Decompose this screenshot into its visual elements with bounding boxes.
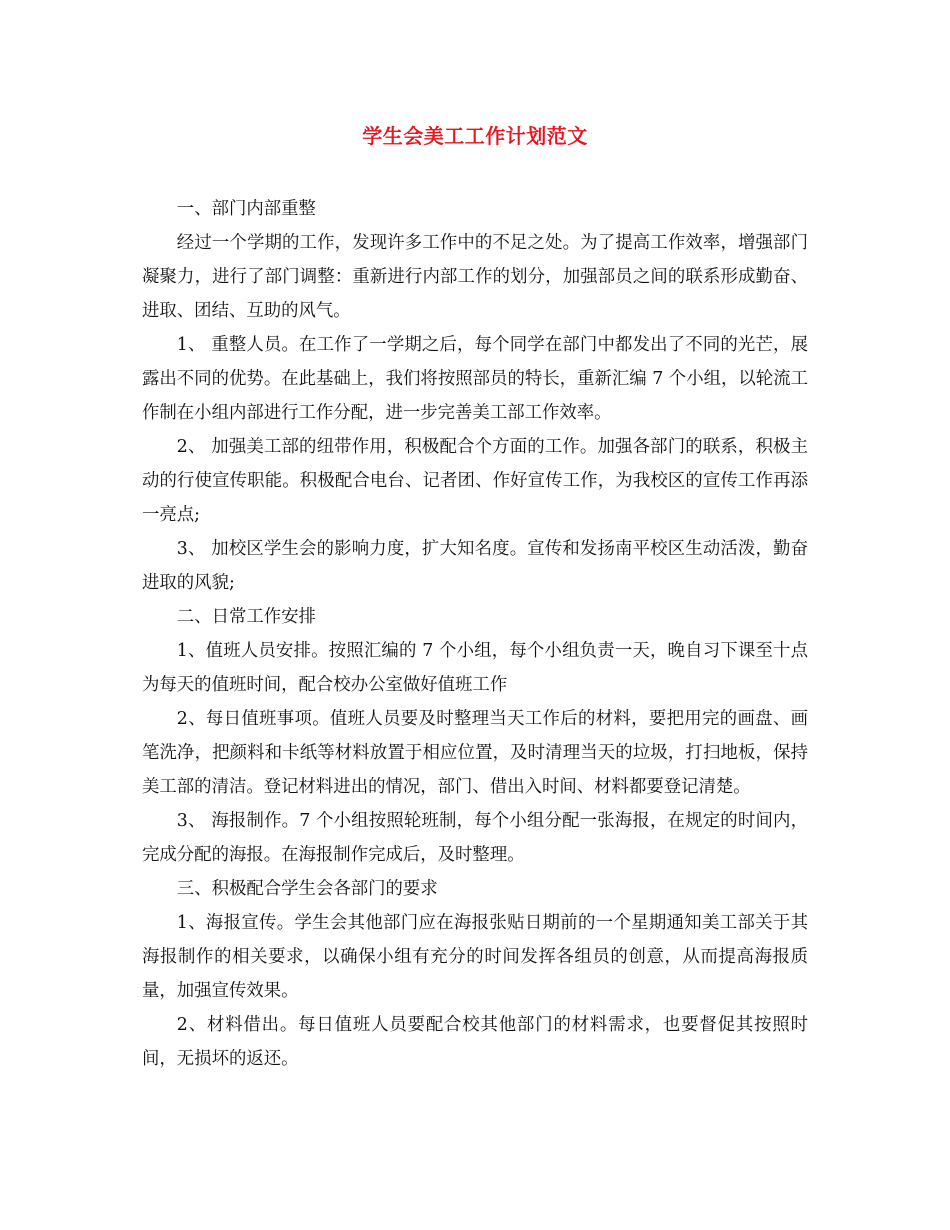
paragraph: 1、海报宣传。学生会其他部门应在海报张贴日期前的一个星期通知美工部关于其海报制作的相关要求，以确保小组有充分的时间发挥各组员的创意，从而提高海报质量，加强宣传效果。 (142, 913, 808, 1001)
paragraph: 1、值班人员安排。按照汇编的 7 个小组，每个小组负责一天，晚自习下课至十点为每天的值班时间，配合校办公室做好值班工作 (142, 641, 808, 695)
document-page (142, 118, 808, 1076)
section-heading-2: 二、日常工作安排 (176, 607, 316, 627)
section-heading-3: 三、积极配合学生会各部门的要求 (176, 879, 438, 899)
paragraph: 3、 海报制作。7 个小组按照轮班制，每个小组分配一张海报，在规定的时间内，完成分配的海报。在海报制作完成后，及时整理。 (142, 811, 808, 865)
paragraph: 2、材料借出。每日值班人员要配合校其他部门的材料需求，也要督促其按照时间，无损坏的返还。 (142, 1015, 808, 1069)
paragraph: 2、每日值班事项。值班人员要及时整理当天工作后的材料，要把用完的画盘、画笔洗净，把颜料和卡纸等材料放置于相应位置，及时清理当天的垃圾，打扫地板，保持美工部的清洁。登记材料进出的情况，部门、借出入时间、材料都要登记清楚。 (142, 709, 808, 797)
paragraph: 经过一个学期的工作，发现许多工作中的不足之处。为了提高工作效率，增强部门凝聚力，进行了部门调整：重新进行内部工作的划分，加强部员之间的联系形成勤奋、进取、团结、互助的风气。 (142, 233, 808, 321)
document-body (142, 192, 808, 1076)
paragraph: 3、 加校区学生会的影响力度，扩大知名度。宣传和发扬南平校区生动活泼，勤奋进取的风貌; (142, 539, 808, 593)
document-title: 学生会美工工作计划范文 (362, 124, 588, 148)
section-heading-1: 一、部门内部重整 (176, 199, 316, 219)
paragraph: 1、 重整人员。在工作了一学期之后，每个同学在部门中都发出了不同的光芒，展露出不同的优势。在此基础上，我们将按照部员的特长，重新汇编 7 个小组，以轮流工作制在小组内部进行工作分配，进一步完善美工部工作效率。 (142, 335, 808, 423)
paragraph: 2、 加强美工部的纽带作用，积极配合个方面的工作。加强各部门的联系，积极主动的行使宣传职能。积极配合电台、记者团、作好宣传工作，为我校区的宣传工作再添一亮点; (142, 437, 808, 525)
